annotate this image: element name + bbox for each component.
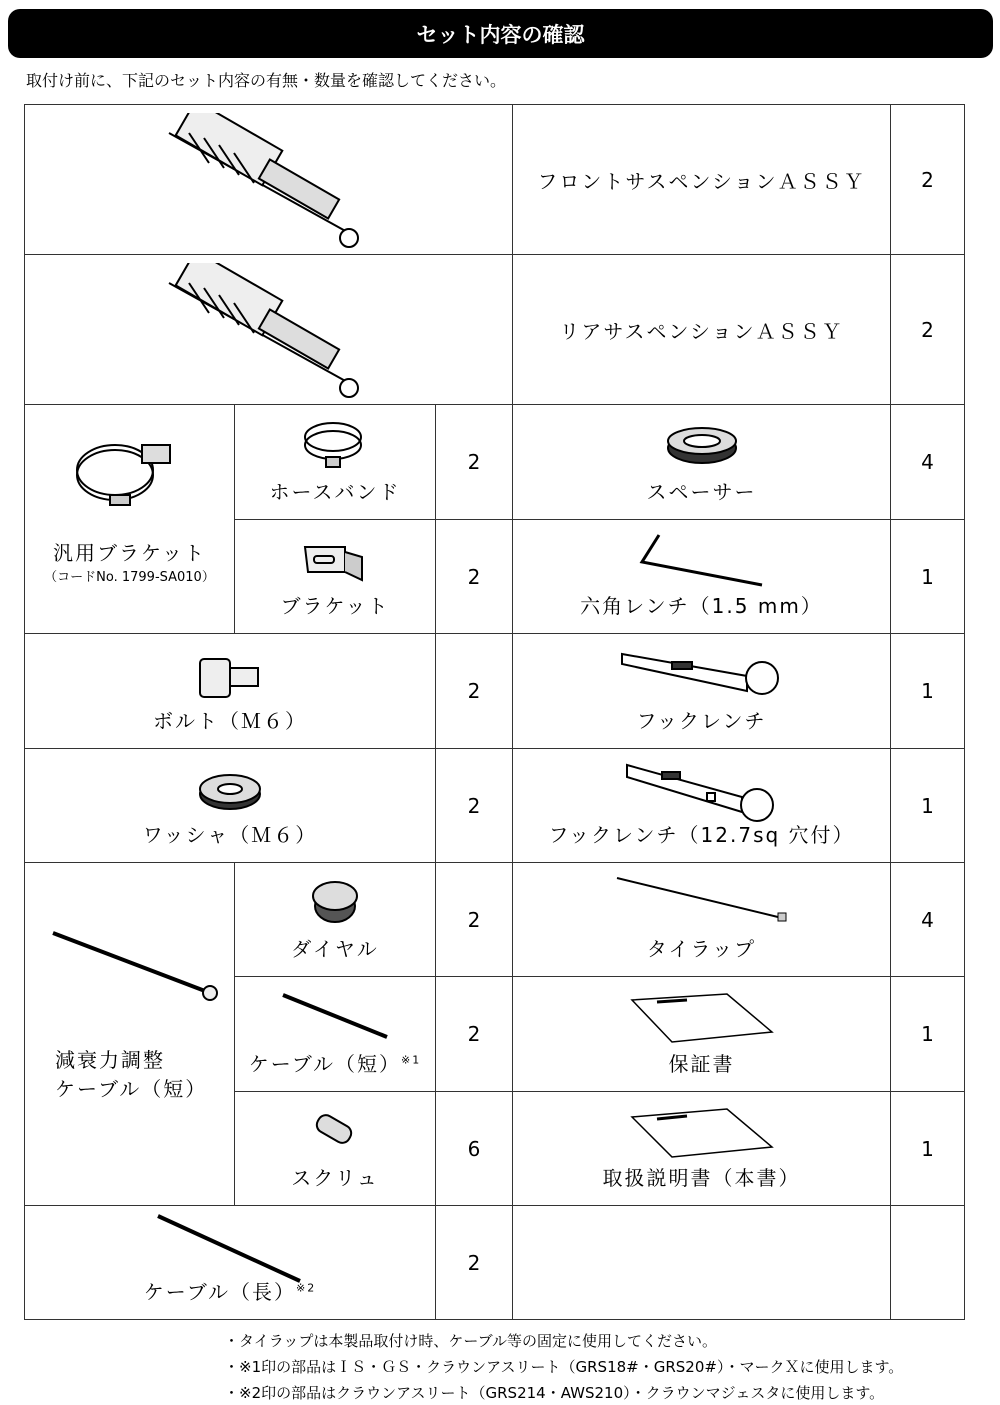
hook-wrench-127-cell [512,748,891,863]
intro-text: 取付け前に、下記のセット内容の有無・数量を確認してください。 [26,71,507,90]
item-qty: 4 [890,404,965,520]
item-label-line1: 減衰力調整 [55,1048,165,1072]
item-qty: 2 [435,404,513,520]
item-label: 六角レンチ（1.5 mm） [580,594,823,618]
item-label: 汎用ブラケット [53,541,206,565]
rear-suspension-image-cell [24,254,513,405]
suspension-icon [149,263,389,403]
footnote-mark: ※2 [295,1281,317,1295]
item-label: フックレンチ（12.7sq 穴付） [548,823,855,847]
damper-cable-icon [45,925,225,1005]
hose-band-icon [300,415,370,475]
item-qty: 2 [435,519,513,634]
item-label: フロントサスペンションＡＳＳＹ [537,169,866,193]
damper-cable-cell [24,862,235,1206]
spacer-cell [512,404,891,520]
screw-cell [234,1091,436,1206]
warranty-icon [627,992,777,1047]
hook-wrench-icon [617,646,787,701]
item-qty: 2 [435,633,513,749]
hook-wrench-127-icon [622,757,782,827]
suspension-icon [149,113,389,253]
note: ・※1印の部品はＩＳ・ＧＳ・クラウンアスリート（GRS18#・GRS20#）・マークＸに使用します。 [224,1358,904,1376]
item-label: ホースバンド [269,480,401,504]
item-qty: 2 [890,104,965,255]
page-title: セット内容の確認 [8,9,993,58]
footnote-mark: ※1 [400,1053,422,1067]
item-qty: 2 [435,976,513,1092]
dial-cell [234,862,436,977]
item-label: 保証書 [668,1052,735,1076]
front-suspension-label-cell [512,104,891,255]
item-label [235,1048,435,1077]
bolt-cell [24,633,436,749]
item-qty: 2 [435,862,513,977]
item-qty: 2 [435,1205,513,1320]
hose-band-bracket-icon [70,430,190,510]
hose-band-cell [234,404,436,520]
item-label-text: ケーブル（長） [143,1280,296,1304]
hex-wrench-icon [637,530,767,590]
item-qty: 2 [890,254,965,405]
item-label: スクリュ [291,1166,379,1190]
item-qty: 1 [890,519,965,634]
item-qty: 4 [890,862,965,977]
item-label-line2: ケーブル（短） [55,1077,208,1101]
item-label: ワッシャ（Ｍ６） [142,823,318,847]
rear-suspension-label-cell [512,254,891,405]
front-suspension-image-cell [24,104,513,255]
note: ・※2印の部品はクラウンアスリート（GRS214・AWS210）・クラウンマジェスタに使用します。 [224,1384,885,1402]
bracket-cell [234,519,436,634]
item-qty: 1 [890,748,965,863]
bracket-set-cell [24,404,235,634]
hex-wrench-cell [512,519,891,634]
bracket-icon [300,542,370,582]
item-label: リアサスペンションＡＳＳＹ [559,319,844,343]
item-qty: 6 [435,1091,513,1206]
item-qty: 1 [890,976,965,1092]
tie-wrap-icon [612,873,792,923]
manual-icon [627,1107,777,1162]
item-label: ボルト（Ｍ６） [153,709,307,733]
item-label: タイラップ [646,937,757,961]
item-label: スペーサー [646,480,757,504]
item-label-text: ケーブル（短） [248,1052,401,1076]
item-qty: 2 [435,748,513,863]
cable-long-icon [150,1211,310,1286]
item-qty: 1 [890,1091,965,1206]
notes [224,1328,903,1405]
note: ・タイラップは本製品取付け時、ケーブル等の固定に使用してください。 [224,1332,718,1350]
cable-short-icon [275,989,395,1044]
hook-wrench-cell [512,633,891,749]
bolt-icon [195,654,265,704]
item-label: フックレンチ [636,709,767,733]
washer-cell [24,748,436,863]
manual-cell [512,1091,891,1206]
washer-icon [195,769,265,814]
dial-icon [305,878,365,928]
item-qty: 1 [890,633,965,749]
screw-icon [310,1112,360,1152]
spacer-icon [662,423,742,468]
item-label [25,1276,435,1305]
cable-short-cell [234,976,436,1092]
item-label: ブラケット [280,594,390,618]
empty-qty-cell [890,1205,965,1320]
item-label: ダイヤル [291,937,379,961]
item-code: （コードNo. 1799-SA010） [44,570,215,585]
warranty-cell [512,976,891,1092]
item-label: 取扱説明書（本書） [602,1166,801,1190]
tie-wrap-cell [512,862,891,977]
empty-cell [512,1205,891,1320]
cable-long-cell [24,1205,436,1320]
